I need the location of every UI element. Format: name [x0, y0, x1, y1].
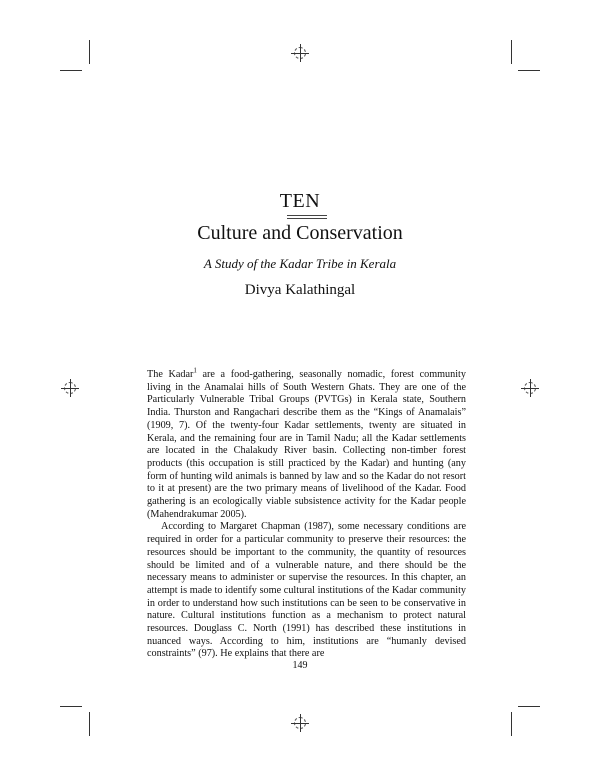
chapter-number: TEN — [279, 190, 321, 212]
crop-mark-top-left-v — [89, 40, 90, 64]
paragraph-1 — [147, 366, 466, 521]
author-name: Divya Kalathingal — [244, 282, 356, 298]
crop-mark-bottom-right-v — [511, 712, 512, 736]
crop-mark-bottom-left-h — [60, 706, 82, 707]
paragraph-1-rest: are a food-gathering, seasonally nomadic, forest community living in the Anamalai hills of South Western Ghats. They are one of the Particularly Vulnerable Tribal Groups (PVTGs) in Kerala state, Southern India. Thurston and Rangachari describe them as the “Kings of Anamalais” (1909, 7). Of the twenty-four Kadar settlements, twenty are situated in Kerala, and the remaining four are in Tamil Nadu; all the Kadar settlements are located in the Chalakudy River basin. Collecting non-timber forest products (this occupation is still practiced by the Kadar) and hunting (any form of hunting wild animals is banned by law and so the Kadar do not resort to it at present) are the two primary means of livelihood of the Kadar. Food gathering is an ecologically viable subsistence activity for the Kadar people (Mahendrakumar 2005). — [147, 369, 466, 520]
registration-mark-bottom — [294, 717, 306, 729]
chapter-rule-bottom — [287, 218, 327, 219]
registration-mark-right — [524, 382, 536, 394]
crop-mark-bottom-left-v — [89, 712, 90, 736]
registration-mark-left — [64, 382, 76, 394]
crop-mark-top-right-v — [511, 40, 512, 64]
page-number: 149 — [292, 660, 308, 671]
crop-mark-bottom-right-h — [518, 706, 540, 707]
crop-mark-top-left-h — [60, 70, 82, 71]
paragraph-2: According to Margaret Chapman (1987), some necessary conditions are required in order for a particular community to preserve their resources: the resources should be important to the community, the quantity of resources should be limited and of a vulnerable nature, and there should be the necessary means to administer or supervise the resources. In this chapter, an attempt is made to identify some cultural institutions of the Kadar community in order to understand how such institutions can be seen to be conservative in nature. Cultural institutions function as a mechanism to protect natural resources. Douglass C. North (1991) has described these institutions in nuanced ways. According to him, institutions are “humanly devised constraints” (97). He explains that there are — [147, 521, 466, 660]
body-text — [147, 366, 466, 661]
chapter-rule-top — [287, 215, 327, 216]
chapter-title: Culture and Conservation — [197, 222, 403, 244]
registration-mark-top — [294, 47, 306, 59]
crop-mark-top-right-h — [518, 70, 540, 71]
chapter-subtitle: A Study of the Kadar Tribe in Kerala — [203, 256, 397, 271]
paragraph-1-start: The Kadar — [147, 369, 194, 380]
footnote-ref-1[interactable]: 1 — [193, 366, 197, 375]
